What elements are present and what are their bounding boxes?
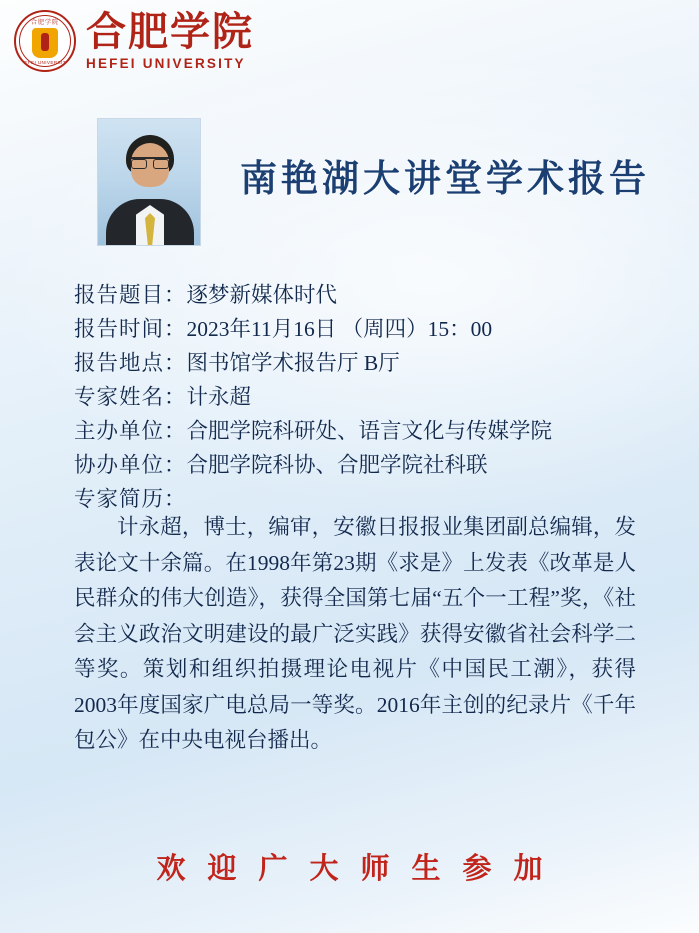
wordmark-chinese: 合肥学院 xyxy=(86,8,254,54)
speaker-portrait xyxy=(97,118,201,246)
time-value: 2023年11月16日 （周四）15：00 xyxy=(186,317,493,341)
wordmark xyxy=(86,8,254,71)
info-row-place xyxy=(74,346,634,380)
bio-label: 专家简历： xyxy=(74,487,187,511)
topic-label: 报告题目： xyxy=(74,283,187,307)
glasses-icon xyxy=(131,157,169,165)
place-label: 报告地点： xyxy=(74,351,187,375)
title-row xyxy=(0,118,699,248)
info-row-host xyxy=(74,414,634,448)
torch-icon xyxy=(32,28,58,58)
page-title: 南艳湖大讲堂学术报告 xyxy=(240,159,650,200)
info-row-time xyxy=(74,312,634,346)
info-row-topic xyxy=(74,278,634,312)
info-row-cohost xyxy=(74,448,634,482)
university-logo xyxy=(14,10,254,72)
seal-top-text: 合肥学院 xyxy=(30,20,59,26)
cohost-value: 合肥学院科协、合肥学院社科联 xyxy=(186,453,488,477)
host-value: 合肥学院科研处、语言文化与传媒学院 xyxy=(186,419,553,443)
topic-value: 逐梦新媒体时代 xyxy=(186,283,338,307)
cohost-label: 协办单位： xyxy=(74,453,187,477)
speaker-value: 计永超 xyxy=(186,385,252,409)
footer-slogan: 欢迎广大师生参加 xyxy=(156,853,565,885)
time-label: 报告时间： xyxy=(74,317,187,341)
university-seal-icon xyxy=(14,10,76,72)
seal-bottom-text: HEFEI UNIVERSITY xyxy=(20,60,70,65)
place-value: 图书馆学术报告厅 B厅 xyxy=(186,351,400,375)
wordmark-english: HEFEI UNIVERSITY xyxy=(86,55,246,71)
speaker-label: 专家姓名： xyxy=(74,385,187,409)
speaker-bio-text: 计永超，博士，编审，安徽日报报业集团副总编辑，发表论文十余篇。在1998年第23期《求是》上发表《改革是人民群众的伟大创造》，获得全国第七届“五个一工程”奖，《社会主义政治文明建设的最广泛实践》获得安徽省社会科学二等奖。策划和组织拍摄理论电视片《中国民工潮》，获得2003年度国家广电总局一等奖。2016年主创的纪录片《千年包公》在中央电视台播出。 xyxy=(74,515,636,752)
info-row-speaker xyxy=(74,380,634,414)
host-label: 主办单位： xyxy=(74,419,187,443)
lecture-info xyxy=(74,278,634,516)
